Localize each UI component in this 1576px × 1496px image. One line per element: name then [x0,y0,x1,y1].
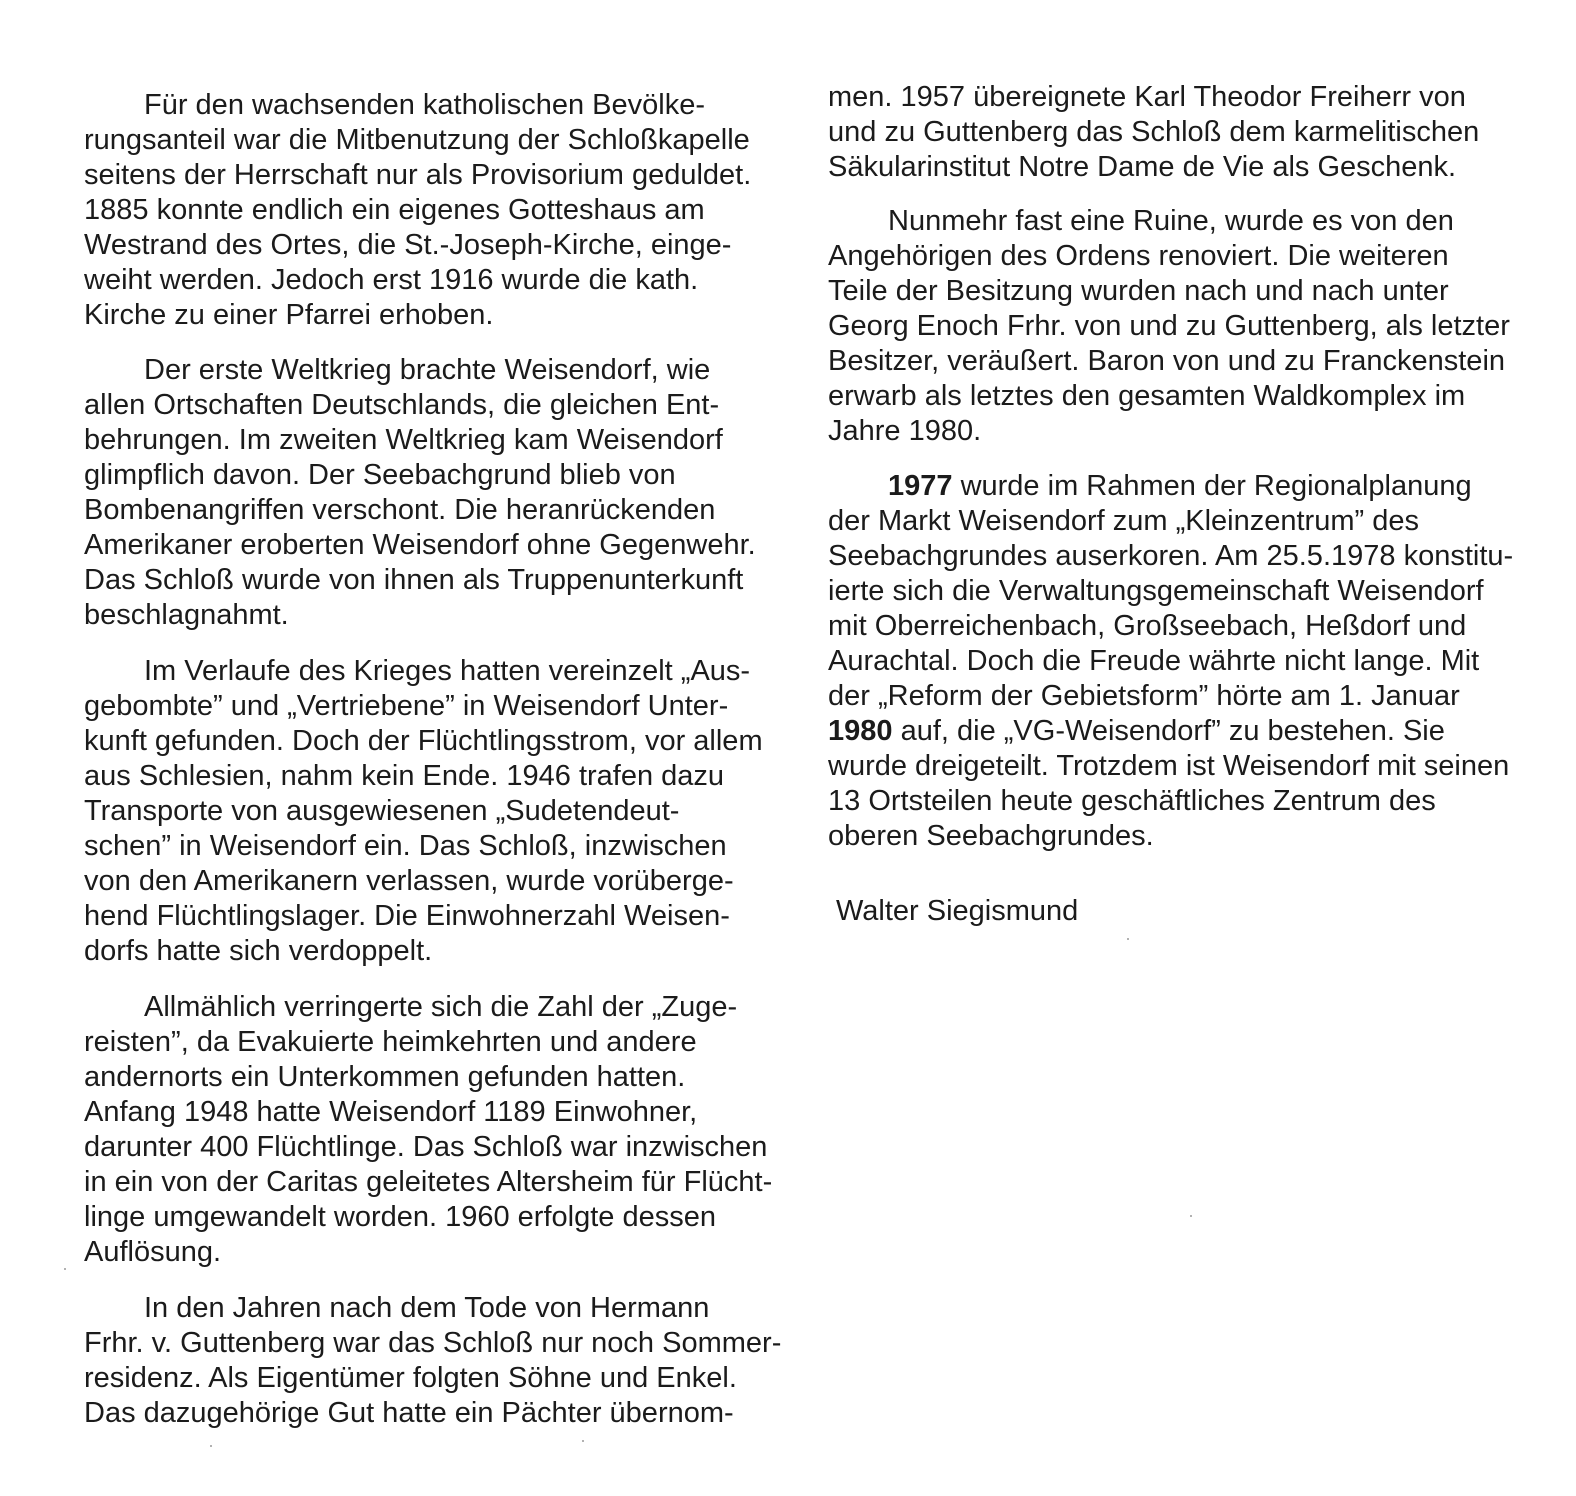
text-line: 13 Ortsteilen heute geschäftliches Zentrum des [828,785,1436,817]
text-line: kunft gefunden. Doch der Flüchtlingsstrom, vor allem [84,725,763,757]
text-line: wurde dreigeteilt. Trotzdem ist Weisendorf mit seinen [828,750,1510,782]
text-line: mit Oberreichenbach, Großseebach, Heßdorf und [828,610,1467,642]
text-line: andernorts ein Unterkommen gefunden hatten. [84,1061,686,1093]
text-line [888,469,1472,504]
text-line: men. 1957 übereignete Karl Theodor Freiherr von [828,81,1466,113]
text-line: der Markt Weisendorf zum „Kleinzentrum” des [828,505,1419,537]
text-line: der „Reform der Gebietsform” hörte am 1. Januar [828,680,1460,712]
text-line: oberen Seebachgrundes. [828,820,1154,852]
text-line: weiht werden. Jedoch erst 1916 wurde die kath. [84,264,699,296]
text-line: und zu Guttenberg das Schloß dem karmelitischen [828,116,1480,148]
text-line: Für den wachsenden katholischen Bevölke- [144,89,705,121]
text-line: dorfs hatte sich verdoppelt. [84,935,433,967]
text-line: schen” in Weisendorf ein. Das Schloß, inzwischen [84,830,727,862]
text-line: Besitzer, veräußert. Baron von und zu Franckenstein [828,345,1506,377]
text-line: aus Schlesien, nahm kein Ende. 1946 trafen dazu [84,760,725,792]
text-line: seitens der Herrschaft nur als Provisorium geduldet. [84,159,752,191]
text-line: Teile der Besitzung wurden nach und nach unter [828,275,1449,307]
text-line: in ein von der Caritas geleitetes Altersheim für Flücht- [84,1166,773,1198]
text-line: beschlagnahmt. [84,599,289,631]
text-line: Auflösung. [84,1236,222,1268]
text-line: Georg Enoch Frhr. von und zu Guttenberg, als letzter [828,310,1510,342]
scan-speck [1127,938,1129,940]
text-line: Nunmehr fast eine Ruine, wurde es von den [888,205,1454,237]
text-line: hend Flüchtlingslager. Die Einwohnerzahl Weisen- [84,900,730,932]
text-line: linge umgewandelt worden. 1960 erfolgte dessen [84,1201,716,1233]
text-line: gebombte” und „Vertriebene” in Weisendorf Unter- [84,690,729,722]
text-line [828,714,1445,749]
bold-year: 1980 [828,715,893,747]
text-line: glimpflich davon. Der Seebachgrund blieb von [84,459,676,491]
text-line: Allmählich verringerte sich die Zahl der „Zuge- [144,991,738,1023]
text-line: reisten”, da Evakuierte heimkehrten und andere [84,1026,697,1058]
text-line: behrungen. Im zweiten Weltkrieg kam Weisendorf [84,424,723,456]
text-line: Transporte von ausgewiesenen „Sudetendeut- [84,795,680,827]
text-line: 1885 konnte endlich ein eigenes Gotteshaus am [84,194,705,226]
text-line: Säkularinstitut Notre Dame de Vie als Geschenk. [828,151,1457,183]
text-line: darunter 400 Flüchtlinge. Das Schloß war inzwischen [84,1131,768,1163]
text-line: Angehörigen des Ordens renoviert. Die weiteren [828,240,1449,272]
text-line: Im Verlaufe des Krieges hatten vereinzelt „Aus- [144,655,751,687]
text-line: allen Ortschaften Deutschlands, die gleichen Ent- [84,389,720,421]
scan-speck [210,1445,212,1447]
text-line: Anfang 1948 hatte Weisendorf 1189 Einwohner, [84,1096,698,1128]
scan-speck [582,1440,584,1442]
text-line: Jahre 1980. [828,415,982,447]
text-line: residenz. Als Eigentümer folgten Söhne und Enkel. [84,1362,737,1394]
text-line: ierte sich die Verwaltungsgemeinschaft Weisendorf [828,575,1484,607]
text-line: Seebachgrundes auserkoren. Am 25.5.1978 konstitu- [828,540,1514,572]
text-line: Das Schloß wurde von ihnen als Truppenunterkunft [84,564,744,596]
text-line: erwarb als letztes den gesamten Waldkomplex im [828,380,1466,412]
text-line: In den Jahren nach dem Tode von Hermann [144,1292,710,1324]
text-line: Das dazugehörige Gut hatte ein Pächter übernom- [84,1397,734,1429]
text-span: wurde im Rahmen der Regionalplanung [960,470,1472,502]
text-line: Bombenangriffen verschont. Die heranrückenden [84,494,716,526]
text-line: Aurachtal. Doch die Freude währte nicht lange. Mit [828,645,1480,677]
bold-year: 1977 [888,470,953,502]
author-signature: Walter Siegismund [836,895,1079,927]
text-line: Kirche zu einer Pfarrei erhoben. [84,299,494,331]
scan-speck [64,1268,66,1270]
text-line: Amerikaner eroberten Weisendorf ohne Gegenwehr. [84,529,756,561]
scan-speck [1190,1215,1192,1217]
text-span: auf, die „VG-Weisendorf” zu bestehen. Sie [900,715,1445,747]
text-line: von den Amerikanern verlassen, wurde vorüberge- [84,865,734,897]
text-line: Frhr. v. Guttenberg war das Schloß nur noch Sommer- [84,1327,782,1359]
text-line: Westrand des Ortes, die St.-Joseph-Kirche, einge- [84,229,732,261]
text-line: rungsanteil war die Mitbenutzung der Schloßkapelle [84,124,750,156]
text-line: Der erste Weltkrieg brachte Weisendorf, wie [144,354,711,386]
